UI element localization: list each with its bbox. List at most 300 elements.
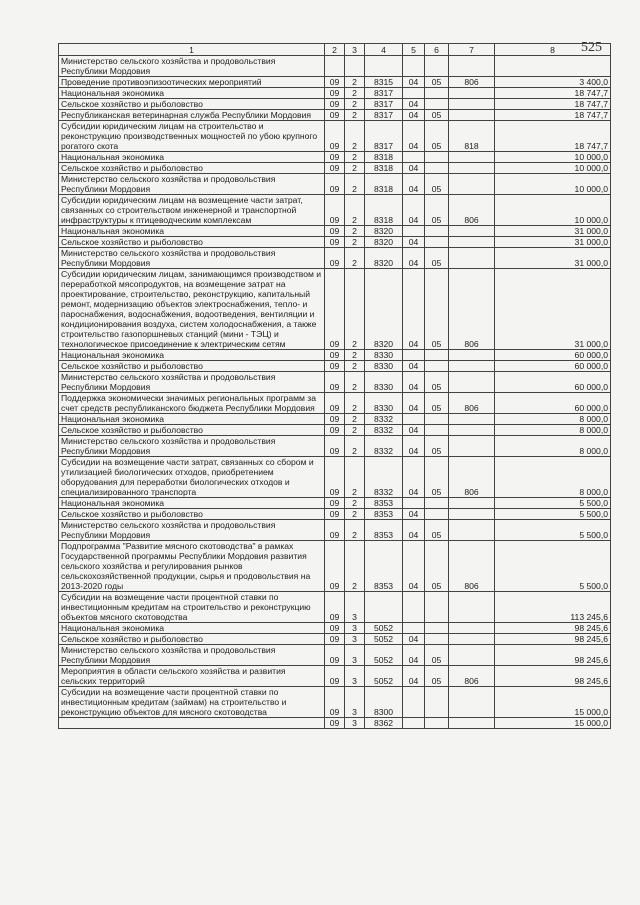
- row-code-7: [449, 436, 495, 457]
- row-code-7: [449, 520, 495, 541]
- row-name: Сельское хозяйство и рыболовство: [59, 634, 325, 645]
- row-amount: 15 000,0: [495, 687, 611, 718]
- row-code-2: 09: [325, 666, 345, 687]
- row-code-5: 04: [403, 77, 425, 88]
- table-row: [59, 269, 611, 350]
- row-code-7: [449, 88, 495, 99]
- row-code-5: [403, 350, 425, 361]
- row-code-5: [403, 687, 425, 718]
- row-code-7: [449, 687, 495, 718]
- row-amount: 98 245,6: [495, 666, 611, 687]
- row-name: Национальная экономика: [59, 498, 325, 509]
- row-code-7: [449, 592, 495, 623]
- row-amount: 5 500,0: [495, 520, 611, 541]
- table-row: [59, 634, 611, 645]
- row-code-7: [449, 226, 495, 237]
- row-code-2: 09: [325, 226, 345, 237]
- row-code-3: 2: [345, 195, 365, 226]
- row-code-7: 806: [449, 666, 495, 687]
- row-code-2: 09: [325, 436, 345, 457]
- table-row: [59, 237, 611, 248]
- row-code-3: 2: [345, 361, 365, 372]
- row-code-5: 04: [403, 195, 425, 226]
- row-code-4: 8362: [365, 718, 403, 729]
- table-row: [59, 687, 611, 718]
- header-cell: 5: [403, 44, 425, 56]
- row-code-7: [449, 350, 495, 361]
- table-row: [59, 666, 611, 687]
- row-code-6: [425, 163, 449, 174]
- row-name: Министерство сельского хозяйства и продовольствия Республики Мордовия: [59, 520, 325, 541]
- row-code-3: [345, 56, 365, 77]
- row-amount: 8 000,0: [495, 457, 611, 498]
- row-amount: 10 000,0: [495, 152, 611, 163]
- header-cell: 8: [495, 44, 611, 56]
- row-code-6: 05: [425, 110, 449, 121]
- row-code-6: [425, 56, 449, 77]
- row-amount: 98 245,6: [495, 645, 611, 666]
- row-code-7: [449, 425, 495, 436]
- row-code-6: [425, 687, 449, 718]
- row-code-5: [403, 56, 425, 77]
- row-code-4: 8300: [365, 687, 403, 718]
- row-code-3: 2: [345, 110, 365, 121]
- table-row: [59, 457, 611, 498]
- table-row: [59, 121, 611, 152]
- row-code-6: [425, 592, 449, 623]
- row-code-2: 09: [325, 498, 345, 509]
- row-code-3: 2: [345, 541, 365, 592]
- row-code-3: 3: [345, 718, 365, 729]
- row-code-7: [449, 163, 495, 174]
- row-code-5: 04: [403, 541, 425, 592]
- budget-table: [58, 43, 611, 729]
- row-code-2: 09: [325, 645, 345, 666]
- row-code-3: 2: [345, 248, 365, 269]
- row-amount: 10 000,0: [495, 195, 611, 226]
- table-row: [59, 174, 611, 195]
- row-name: [59, 718, 325, 729]
- row-code-7: [449, 509, 495, 520]
- table-row: [59, 56, 611, 77]
- row-code-2: 09: [325, 99, 345, 110]
- row-code-2: 09: [325, 248, 345, 269]
- row-code-4: [365, 592, 403, 623]
- row-code-5: 04: [403, 248, 425, 269]
- row-code-7: [449, 110, 495, 121]
- row-code-4: 8318: [365, 174, 403, 195]
- row-code-3: 2: [345, 498, 365, 509]
- row-code-7: [449, 361, 495, 372]
- row-code-3: 2: [345, 457, 365, 498]
- row-code-3: 2: [345, 520, 365, 541]
- row-code-2: 09: [325, 88, 345, 99]
- row-amount: 5 500,0: [495, 498, 611, 509]
- table-row: [59, 88, 611, 99]
- row-code-4: 8315: [365, 77, 403, 88]
- row-name: Подпрограмма "Развитие мясного скотоводства" в рамках Государственной программы Республики Мордовия развития сельского хозяйства и регулирования рынков сельскохозяйственной продукции, сырья и продовольствия на 2013-2020 годы: [59, 541, 325, 592]
- row-code-5: 04: [403, 645, 425, 666]
- row-name: Сельское хозяйство и рыболовство: [59, 425, 325, 436]
- row-code-6: [425, 152, 449, 163]
- row-name: Субсидии на возмещение части процентной ставки по инвестиционным кредитам (займам) на строительство и реконструкцию объектов для мясного скотоводства: [59, 687, 325, 718]
- row-code-6: 05: [425, 541, 449, 592]
- row-name: Министерство сельского хозяйства и продовольствия Республики Мордовия: [59, 436, 325, 457]
- row-code-3: 2: [345, 393, 365, 414]
- page-number: 525: [581, 40, 602, 55]
- row-code-6: [425, 718, 449, 729]
- row-amount: 18 747,7: [495, 88, 611, 99]
- row-code-4: 8318: [365, 152, 403, 163]
- row-code-3: 2: [345, 88, 365, 99]
- row-name: Национальная экономика: [59, 88, 325, 99]
- row-code-7: [449, 237, 495, 248]
- row-amount: 31 000,0: [495, 248, 611, 269]
- row-code-5: 04: [403, 457, 425, 498]
- row-amount: 8 000,0: [495, 436, 611, 457]
- table-row: [59, 195, 611, 226]
- row-code-4: 8317: [365, 88, 403, 99]
- row-code-5: [403, 498, 425, 509]
- row-code-4: 8353: [365, 509, 403, 520]
- row-code-6: 05: [425, 121, 449, 152]
- row-code-6: [425, 350, 449, 361]
- row-name: Сельское хозяйство и рыболовство: [59, 163, 325, 174]
- row-name: Сельское хозяйство и рыболовство: [59, 237, 325, 248]
- row-name: Проведение противоэпизоотических мероприятий: [59, 77, 325, 88]
- table-row: [59, 152, 611, 163]
- table-row: [59, 645, 611, 666]
- row-code-4: 8318: [365, 163, 403, 174]
- row-code-6: [425, 509, 449, 520]
- row-code-3: 2: [345, 121, 365, 152]
- row-code-4: 8332: [365, 414, 403, 425]
- row-code-7: [449, 99, 495, 110]
- row-code-2: 09: [325, 195, 345, 226]
- row-code-2: 09: [325, 372, 345, 393]
- row-code-5: 04: [403, 372, 425, 393]
- table-row: [59, 350, 611, 361]
- row-code-4: 8317: [365, 99, 403, 110]
- row-code-7: [449, 174, 495, 195]
- row-code-6: [425, 414, 449, 425]
- row-code-6: 05: [425, 645, 449, 666]
- row-amount: 113 245,6: [495, 592, 611, 623]
- row-code-5: [403, 152, 425, 163]
- row-code-2: 09: [325, 121, 345, 152]
- row-code-3: 2: [345, 436, 365, 457]
- row-code-2: 09: [325, 541, 345, 592]
- row-code-4: 5052: [365, 623, 403, 634]
- row-code-3: 3: [345, 645, 365, 666]
- row-code-4: 5052: [365, 666, 403, 687]
- row-code-2: 09: [325, 509, 345, 520]
- row-name: Поддержка экономически значимых региональных программ за счет средств республиканского бюджета Республики Мордовия: [59, 393, 325, 414]
- row-code-7: [449, 414, 495, 425]
- row-code-3: 2: [345, 152, 365, 163]
- row-code-5: [403, 414, 425, 425]
- row-code-7: 806: [449, 393, 495, 414]
- row-amount: 3 400,0: [495, 77, 611, 88]
- row-amount: 18 747,7: [495, 99, 611, 110]
- row-code-5: 04: [403, 509, 425, 520]
- row-code-6: 05: [425, 195, 449, 226]
- row-name: Национальная экономика: [59, 152, 325, 163]
- row-code-5: 04: [403, 393, 425, 414]
- row-code-5: [403, 88, 425, 99]
- row-amount: 5 500,0: [495, 541, 611, 592]
- row-code-3: 2: [345, 350, 365, 361]
- row-code-7: [449, 718, 495, 729]
- row-code-4: 8353: [365, 520, 403, 541]
- row-code-6: [425, 623, 449, 634]
- table-row: [59, 436, 611, 457]
- row-code-6: 05: [425, 248, 449, 269]
- row-amount: 18 747,7: [495, 110, 611, 121]
- row-code-2: 09: [325, 110, 345, 121]
- row-code-6: [425, 425, 449, 436]
- row-code-6: [425, 361, 449, 372]
- row-amount: 10 000,0: [495, 163, 611, 174]
- row-amount: 31 000,0: [495, 269, 611, 350]
- row-code-4: 8330: [365, 393, 403, 414]
- row-name: Субсидии на возмещение части затрат, связанных со сбором и утилизацией биологических отходов, приобретением оборудования для переработки биологических отходов и специализированного транспорта: [59, 457, 325, 498]
- row-amount: 8 000,0: [495, 414, 611, 425]
- row-name: Национальная экономика: [59, 350, 325, 361]
- row-code-4: 8320: [365, 248, 403, 269]
- table-row: [59, 248, 611, 269]
- table-row: [59, 498, 611, 509]
- row-code-2: 09: [325, 237, 345, 248]
- row-code-5: [403, 226, 425, 237]
- row-code-2: 09: [325, 163, 345, 174]
- row-code-2: 09: [325, 687, 345, 718]
- row-code-5: 04: [403, 425, 425, 436]
- row-amount: 60 000,0: [495, 361, 611, 372]
- row-code-4: 8320: [365, 237, 403, 248]
- table-row: [59, 163, 611, 174]
- header-cell: 6: [425, 44, 449, 56]
- row-code-5: 04: [403, 520, 425, 541]
- row-code-5: 04: [403, 436, 425, 457]
- row-code-3: 2: [345, 372, 365, 393]
- row-code-7: 818: [449, 121, 495, 152]
- table-row: [59, 110, 611, 121]
- row-code-4: 8353: [365, 541, 403, 592]
- row-code-2: 09: [325, 152, 345, 163]
- row-code-5: [403, 592, 425, 623]
- row-name: Национальная экономика: [59, 623, 325, 634]
- row-amount: 60 000,0: [495, 372, 611, 393]
- row-amount: 15 000,0: [495, 718, 611, 729]
- row-name: Субсидии на возмещение части процентной ставки по инвестиционным кредитам на строительство и реконструкцию объектов мясного скотоводства: [59, 592, 325, 623]
- row-code-7: [449, 248, 495, 269]
- row-code-5: 04: [403, 634, 425, 645]
- row-code-2: [325, 56, 345, 77]
- row-code-3: 2: [345, 226, 365, 237]
- row-amount: 31 000,0: [495, 237, 611, 248]
- row-code-2: 09: [325, 77, 345, 88]
- row-code-5: 04: [403, 121, 425, 152]
- row-code-3: 2: [345, 163, 365, 174]
- row-code-6: 05: [425, 269, 449, 350]
- row-code-4: 8353: [365, 498, 403, 509]
- row-code-6: 05: [425, 174, 449, 195]
- table-row: [59, 520, 611, 541]
- row-name: Мероприятия в области сельского хозяйства и развития сельских территорий: [59, 666, 325, 687]
- row-code-7: 806: [449, 195, 495, 226]
- row-code-5: 04: [403, 269, 425, 350]
- row-code-7: [449, 634, 495, 645]
- row-code-2: 09: [325, 718, 345, 729]
- row-code-3: 3: [345, 592, 365, 623]
- row-code-5: 04: [403, 666, 425, 687]
- row-code-7: [449, 498, 495, 509]
- table-row: [59, 99, 611, 110]
- row-code-5: 04: [403, 110, 425, 121]
- table-row: [59, 372, 611, 393]
- row-code-6: [425, 88, 449, 99]
- table-row: [59, 361, 611, 372]
- row-code-4: 8317: [365, 121, 403, 152]
- row-code-6: [425, 226, 449, 237]
- row-amount: [495, 56, 611, 77]
- row-code-3: 3: [345, 666, 365, 687]
- row-code-5: 04: [403, 99, 425, 110]
- row-code-7: [449, 152, 495, 163]
- row-code-7: [449, 623, 495, 634]
- row-code-7: 806: [449, 77, 495, 88]
- table-row: [59, 77, 611, 88]
- row-code-4: 8332: [365, 457, 403, 498]
- table-row: [59, 541, 611, 592]
- row-name: Республиканская ветеринарная служба Республики Мордовия: [59, 110, 325, 121]
- row-code-4: 8330: [365, 350, 403, 361]
- table-row: [59, 718, 611, 729]
- row-code-4: 8318: [365, 195, 403, 226]
- row-name: Субсидии юридическим лицам, занимающимся производством и переработкой мясопродуктов, на возмещение затрат на проектирование, строительство, реконструкцию, капитальный ремонт, модернизацию объектов электроснабжения, тепло- и пароснабжения, водоснабжения, водоотведения, вентиляции и кондиционирования воздуха, систем холодоснабжения, а также строительство газопоршневых станций (мини - ТЭЦ) и технологическое присоединение к электрическим сетям: [59, 269, 325, 350]
- row-code-6: [425, 99, 449, 110]
- row-name: Министерство сельского хозяйства и продовольствия Республики Мордовия: [59, 248, 325, 269]
- row-code-3: 2: [345, 509, 365, 520]
- row-code-3: 2: [345, 414, 365, 425]
- table-row: [59, 393, 611, 414]
- row-code-3: 3: [345, 687, 365, 718]
- row-code-4: [365, 56, 403, 77]
- row-code-6: [425, 237, 449, 248]
- row-amount: 98 245,6: [495, 623, 611, 634]
- row-name: Сельское хозяйство и рыболовство: [59, 99, 325, 110]
- row-code-7: [449, 372, 495, 393]
- row-code-3: 2: [345, 77, 365, 88]
- header-cell: 7: [449, 44, 495, 56]
- row-name: Министерство сельского хозяйства и продовольствия Республики Мордовия: [59, 645, 325, 666]
- row-code-3: 2: [345, 99, 365, 110]
- row-code-4: 8332: [365, 425, 403, 436]
- row-name: Министерство сельского хозяйства и продовольствия Республики Мордовия: [59, 174, 325, 195]
- row-code-5: 04: [403, 361, 425, 372]
- row-code-7: 806: [449, 541, 495, 592]
- row-amount: 60 000,0: [495, 393, 611, 414]
- table-row: [59, 226, 611, 237]
- row-amount: 18 747,7: [495, 121, 611, 152]
- row-code-2: 09: [325, 269, 345, 350]
- row-code-2: 09: [325, 361, 345, 372]
- table-row: [59, 425, 611, 436]
- row-code-7: [449, 56, 495, 77]
- row-code-4: 8330: [365, 372, 403, 393]
- row-code-4: 5052: [365, 645, 403, 666]
- header-row: [59, 44, 611, 56]
- header-cell: 1: [59, 44, 325, 56]
- row-code-4: 5052: [365, 634, 403, 645]
- row-code-6: 05: [425, 393, 449, 414]
- row-code-3: 2: [345, 237, 365, 248]
- row-amount: 98 245,6: [495, 634, 611, 645]
- row-code-4: 8330: [365, 361, 403, 372]
- row-name: Министерство сельского хозяйства и продовольствия Республики Мордовия: [59, 372, 325, 393]
- header-cell: 4: [365, 44, 403, 56]
- row-code-2: 09: [325, 414, 345, 425]
- table-row: [59, 414, 611, 425]
- row-amount: 31 000,0: [495, 226, 611, 237]
- header-cell: 2: [325, 44, 345, 56]
- header-cell: 3: [345, 44, 365, 56]
- row-code-5: 04: [403, 174, 425, 195]
- row-code-6: [425, 498, 449, 509]
- row-code-3: 3: [345, 634, 365, 645]
- row-code-6: 05: [425, 372, 449, 393]
- row-code-5: [403, 718, 425, 729]
- row-code-7: 806: [449, 269, 495, 350]
- row-code-6: 05: [425, 436, 449, 457]
- row-name: Сельское хозяйство и рыболовство: [59, 361, 325, 372]
- row-name: Национальная экономика: [59, 226, 325, 237]
- row-code-4: 8317: [365, 110, 403, 121]
- row-amount: 10 000,0: [495, 174, 611, 195]
- table-row: [59, 623, 611, 634]
- table-row: [59, 509, 611, 520]
- row-code-6: 05: [425, 666, 449, 687]
- row-amount: 8 000,0: [495, 425, 611, 436]
- row-amount: 60 000,0: [495, 350, 611, 361]
- row-code-3: 3: [345, 623, 365, 634]
- row-code-3: 2: [345, 269, 365, 350]
- row-code-4: 8320: [365, 269, 403, 350]
- row-code-2: 09: [325, 350, 345, 361]
- row-name: Министерство сельского хозяйства и продовольствия Республики Мордовия: [59, 56, 325, 77]
- row-name: Субсидии юридическим лицам на строительство и реконструкцию производственных мощностей по убою крупного рогатого скота: [59, 121, 325, 152]
- row-code-2: 09: [325, 425, 345, 436]
- table-row: [59, 592, 611, 623]
- row-code-6: 05: [425, 77, 449, 88]
- row-name: Национальная экономика: [59, 414, 325, 425]
- row-code-5: 04: [403, 163, 425, 174]
- row-code-2: 09: [325, 623, 345, 634]
- row-name: Субсидии юридическим лицам на возмещение части затрат, связанных со строительством инженерной и транспортной инфраструктуры к птицеводческим комплексам: [59, 195, 325, 226]
- row-name: Сельское хозяйство и рыболовство: [59, 509, 325, 520]
- row-code-2: 09: [325, 457, 345, 498]
- row-code-5: 04: [403, 237, 425, 248]
- row-code-2: 09: [325, 520, 345, 541]
- row-code-4: 8320: [365, 226, 403, 237]
- row-code-6: 05: [425, 520, 449, 541]
- row-code-7: [449, 645, 495, 666]
- row-code-7: 806: [449, 457, 495, 498]
- row-code-3: 2: [345, 174, 365, 195]
- row-code-5: [403, 623, 425, 634]
- row-code-4: 8332: [365, 436, 403, 457]
